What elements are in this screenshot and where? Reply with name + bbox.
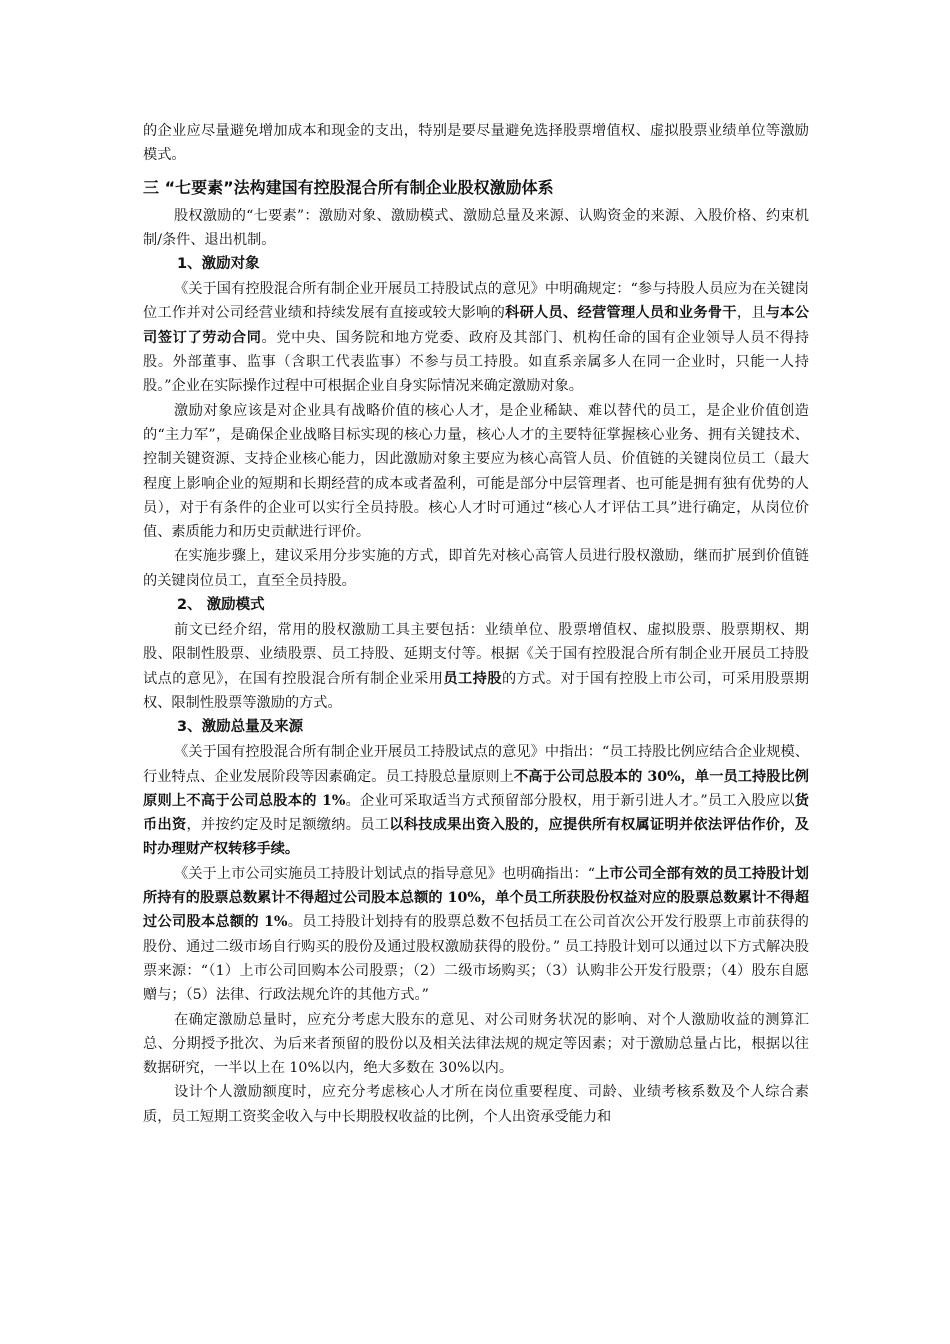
subheading-incentive-objects: 1、激励对象 bbox=[177, 256, 260, 273]
bold-run: 以科技成果出资入股的，应提供所有权属证明并依法评估作价，及时办理财产权转移手续。 bbox=[143, 817, 809, 858]
subheading-incentive-total: 3、激励总量及来源 bbox=[177, 719, 304, 736]
text-run: ，且 bbox=[736, 305, 766, 322]
text-run: 《关于国有控股混合所有制企业开展员工持股试点的意见》中明确规定：“参与持股人员应为在关键岗位工作并对公司经营业绩和持续发展有直接或较大影响的 bbox=[143, 281, 809, 322]
text-run: 的方式。对于国有控股上市公司，可采用股票期权、限制性股票等激励的方式。 bbox=[143, 670, 809, 711]
bold-run: 科研人员、经营管理人员和业务骨干 bbox=[505, 305, 737, 322]
paragraph-incentive-objects-1 bbox=[143, 277, 809, 398]
paragraph-incentive-objects-2: 激励对象应该是对企业具有战略价值的核心人才，是企业稀缺、难以替代的员工，是企业价值创造的“主力军”，是确保企业战略目标实现的核心力量，核心人才的主要特征掌握核心业务、拥有关键技术、控制关键资源、支持企业核心能力，因此激励对象主要应为核心高管人员、价值链的关键岗位员工（最大程度上影响企业的短期和长期经营的成本或者盈利，可能是部分中层管理者、也可能是拥有独有优势的人员），对于有条件的企业可以实行全员持股。核心人才时可通过“核心人才评估工具”进行确定，从岗位价值、素质能力和历史贡献进行评价。 bbox=[143, 402, 809, 541]
text-run: 《关于国有控股混合所有制企业开展员工持股试点的意见》中指出：“员工持股比例应结合企业规模、行业特点、企业发展阶段等因素确定。员工持股总量原则上 bbox=[143, 744, 809, 785]
paragraph-seven-elements: 股权激励的“七要素”：激励对象、激励模式、激励总量及来源、认购资金的来源、入股价格、约束机制/条件、退出机制。 bbox=[143, 207, 809, 248]
text-run: 前文已经介绍，常用的股权激励工具主要包括：业绩单位、股票增值权、虚拟股票、股票期权、期股、限制性股票、业绩股票、员工持股、延期支付等。根据《关于国有控股混合所有制企业开展员工持股试点的意见》，在国有控股混合所有制企业采用 bbox=[143, 622, 809, 687]
paragraph-incentive-objects-3: 在实施步骤上，建议采用分步实施的方式，即首先对核心高管人员进行股权激励，继而扩展到价值链的关键岗位员工，直至全员持股。 bbox=[143, 548, 809, 589]
paragraph-incentive-total-4: 设计个人激励额度时，应充分考虑核心人才所在岗位重要程度、司龄、业绩考核系数及个人综合素质，员工短期工资奖金收入与中长期股权收益的比例，个人出资承受能力和 bbox=[143, 1084, 809, 1125]
document-page bbox=[143, 119, 809, 1129]
paragraph-incentive-mode bbox=[143, 618, 809, 715]
paragraph-incentive-total-1 bbox=[143, 740, 809, 861]
bold-run: 货币出资 bbox=[143, 792, 809, 834]
paragraph-incentive-total-3: 在确定激励总量时，应充分考虑大股东的意见、对公司财务状况的影响、对个人激励收益的测算汇总、分期授予批次、为后来者预留的股份以及相关法律法规的规定等因素；对于激励总量占比，根据以往数据研究，一半以上在 10%以内，绝大多数在 30%以内。 bbox=[143, 1011, 809, 1077]
bold-run: 与本公司签订了劳动合同 bbox=[143, 305, 809, 346]
text-run: 。员工持股计划持有的股票总数不包括员工在公司首次公开发行股票上市前获得的股份、通过二级市场自行购买的股份及通过股权激励获得的股份。” 员工持股计划可以通过以下方式解决股票来源：“（1）上市公司回购本公司股票；（2）二级市场购买；（3）认购非公开发行股票；（4）股东自愿赠与；（5）法律、行政法规允许的其他方式。” bbox=[143, 914, 809, 1004]
text-run: ，并按约定及时足额缴纳。员工 bbox=[186, 817, 390, 834]
text-run: 《关于上市公司实施员工持股计划试点的指导意见》也明确指出：“ bbox=[174, 865, 595, 882]
bold-run: 上市公司全部有效的员工持股计划所持有的股票总数累计不得超过公司股本总额的 10%，单个员工所获股份权益对应的股票总数累计不得超过公司股本总额的 1% bbox=[143, 865, 809, 931]
text-run: 。企业可采取适当方式预留部分股权，用于新引进人才。”员工入股应以 bbox=[345, 792, 795, 809]
text-run: 。党中央、国务院和地方党委、政府及其部门、机构任命的国有企业领导人员不得持股。外部董事、监事（含职工代表监事）不参与员工持股。如直系亲属多人在同一企业时，只能一人持股。”企业在实际操作过程中可根据企业自身实际情况来确定激励对象。 bbox=[143, 329, 809, 395]
paragraph-incentive-total-2 bbox=[143, 862, 809, 1008]
subheading-incentive-mode: 2、 激励模式 bbox=[177, 597, 265, 614]
bold-run: 员工持股 bbox=[443, 670, 502, 687]
bold-run: 不高于公司总股本的 30%，单一员工持股比例原则上不高于公司总股本的 1% bbox=[143, 768, 809, 809]
section-heading-3: 三 “七要素”法构建国有控股混合所有制企业股权激励体系 bbox=[143, 177, 554, 197]
paragraph-continuation: 的企业应尽量避免增加成本和现金的支出，特别是要尽量避免选择股票增值权、虚拟股票业绩单位等激励模式。 bbox=[143, 123, 809, 164]
